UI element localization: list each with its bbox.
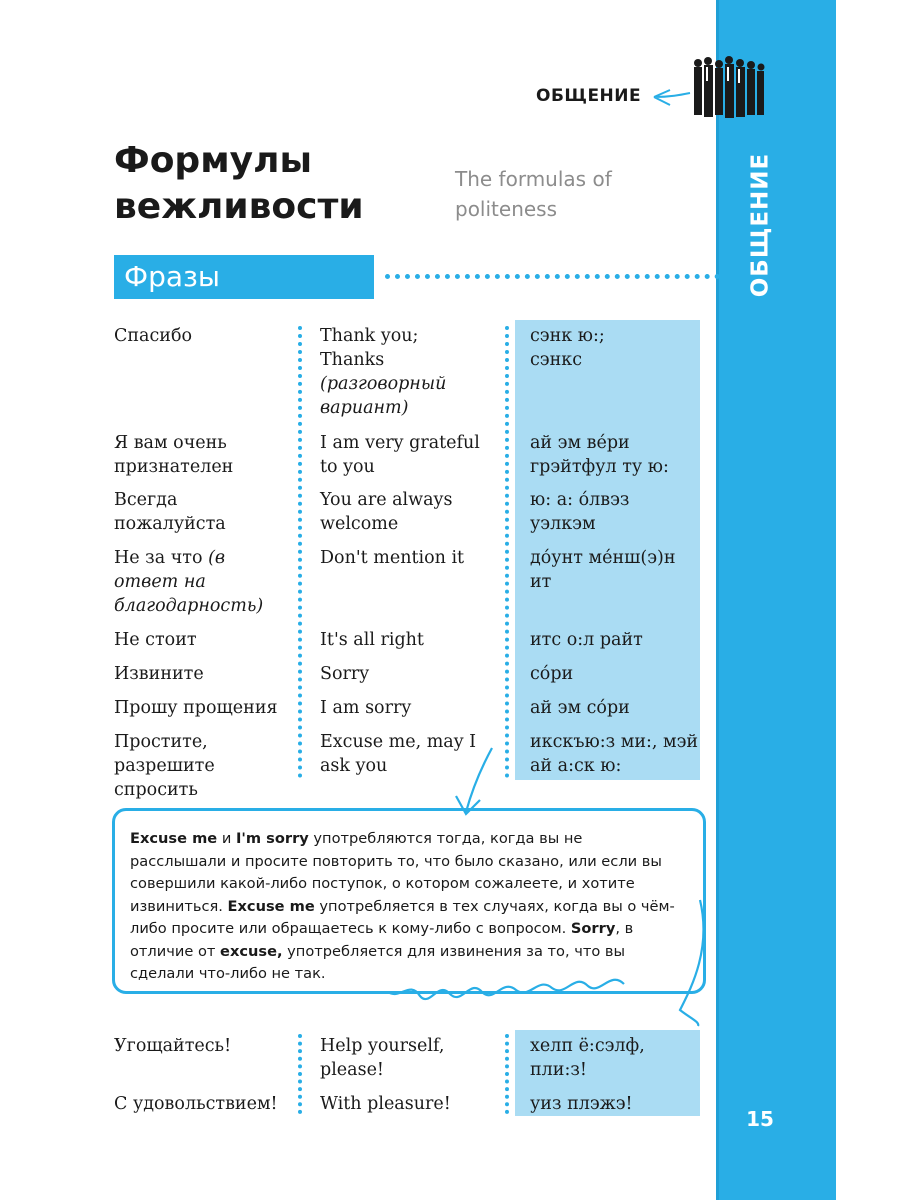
phrase-en: Don't mention it xyxy=(320,548,465,568)
note-text: , в отличие от xyxy=(130,920,634,960)
phrase-transcription: хелп ё:сэлф, пли:з! xyxy=(530,1036,645,1080)
page-number: 15 xyxy=(746,1107,774,1131)
phrase-ru-note: (в ответ на благодарность) xyxy=(114,548,264,616)
phrase-ru: Я вам очень признателен xyxy=(114,433,234,477)
phrase-en: Sorry xyxy=(320,664,370,684)
phrase-en: I am sorry xyxy=(320,698,412,718)
note-bold: I'm sorry xyxy=(235,830,309,847)
phrase-ru-text: Не за что xyxy=(114,548,203,568)
phrase-ru: С удовольствием! xyxy=(114,1094,278,1114)
phrase-transcription: дóунт мéнш(э)н ит xyxy=(530,548,676,592)
column-divider xyxy=(298,1034,302,1114)
phrase-ru: Спасибо xyxy=(114,326,193,346)
phrase-en: Help yourself, please! xyxy=(320,1036,445,1080)
phrase-ru: Прошу прощения xyxy=(114,698,278,718)
page-subtitle: The formulas of politeness xyxy=(455,167,612,221)
section-tag: ОБЩЕНИЕ xyxy=(536,86,642,106)
note-bold: Excuse me xyxy=(130,830,218,847)
column-divider xyxy=(505,1034,509,1114)
phrase-en-text: Thank you; Thanks xyxy=(320,326,419,370)
page-title: Формулы вежливости xyxy=(114,140,364,227)
phrase-ru: Угощайтесь! xyxy=(114,1036,232,1056)
phrase-en: With pleasure! xyxy=(320,1094,451,1114)
phrase-transcription: ай эм сóри xyxy=(530,698,630,718)
note-text: и xyxy=(217,830,236,847)
phrase-en-note: (разговорный вариант) xyxy=(320,374,447,418)
phrase-ru: Всегда пожалуйста xyxy=(114,490,226,534)
phrase-en: It's all right xyxy=(320,630,424,650)
phrase-ru: Не стоит xyxy=(114,630,197,650)
phrase-en: I am very grateful to you xyxy=(320,433,480,477)
note-text: употребляется для извинения за то, что вы сделали что-либо не так. xyxy=(130,942,626,982)
phrase-ru: Простите, разрешите спросить xyxy=(114,732,215,800)
note-text: употребляется в тех случаях, когда вы о чём-либо просите или обращаетесь к кому-либо с вопросом. xyxy=(130,897,675,937)
phrase-transcription: ай эм вéри грэйтфул ту ю: xyxy=(530,433,669,477)
note-bold: Excuse me xyxy=(227,897,315,915)
phrase-transcription: итс о:л райт xyxy=(530,630,643,650)
phrase-transcription: сэнк ю:; сэнкс xyxy=(530,326,605,370)
usage-note-text xyxy=(130,828,675,986)
side-section-label-text: ОБЩЕНИЕ xyxy=(747,152,773,298)
note-bold: excuse, xyxy=(220,942,283,960)
phrase-en: You are always welcome xyxy=(320,490,453,534)
phrase-transcription: сóри xyxy=(530,664,574,684)
phrase-transcription: уиз плэжэ! xyxy=(530,1094,633,1114)
phrase-transcription: ю: а: óлвэз уэлкэм xyxy=(530,490,630,534)
note-bold: Sorry xyxy=(570,920,616,937)
note-text: употребляются тогда, когда вы не расслышали и просите повторить то, что было сказано, или если вы совершили какой-либо поступок, о котором сожалеете, и хотите извиниться. xyxy=(130,830,662,915)
phrase-en: Excuse me, may I ask you xyxy=(320,732,477,776)
phrase-ru: Извините xyxy=(114,664,204,684)
phrase-transcription: икскъю:з ми:, мэй ай а:ск ю: xyxy=(530,732,699,776)
phrases-heading: Фразы xyxy=(114,255,374,299)
